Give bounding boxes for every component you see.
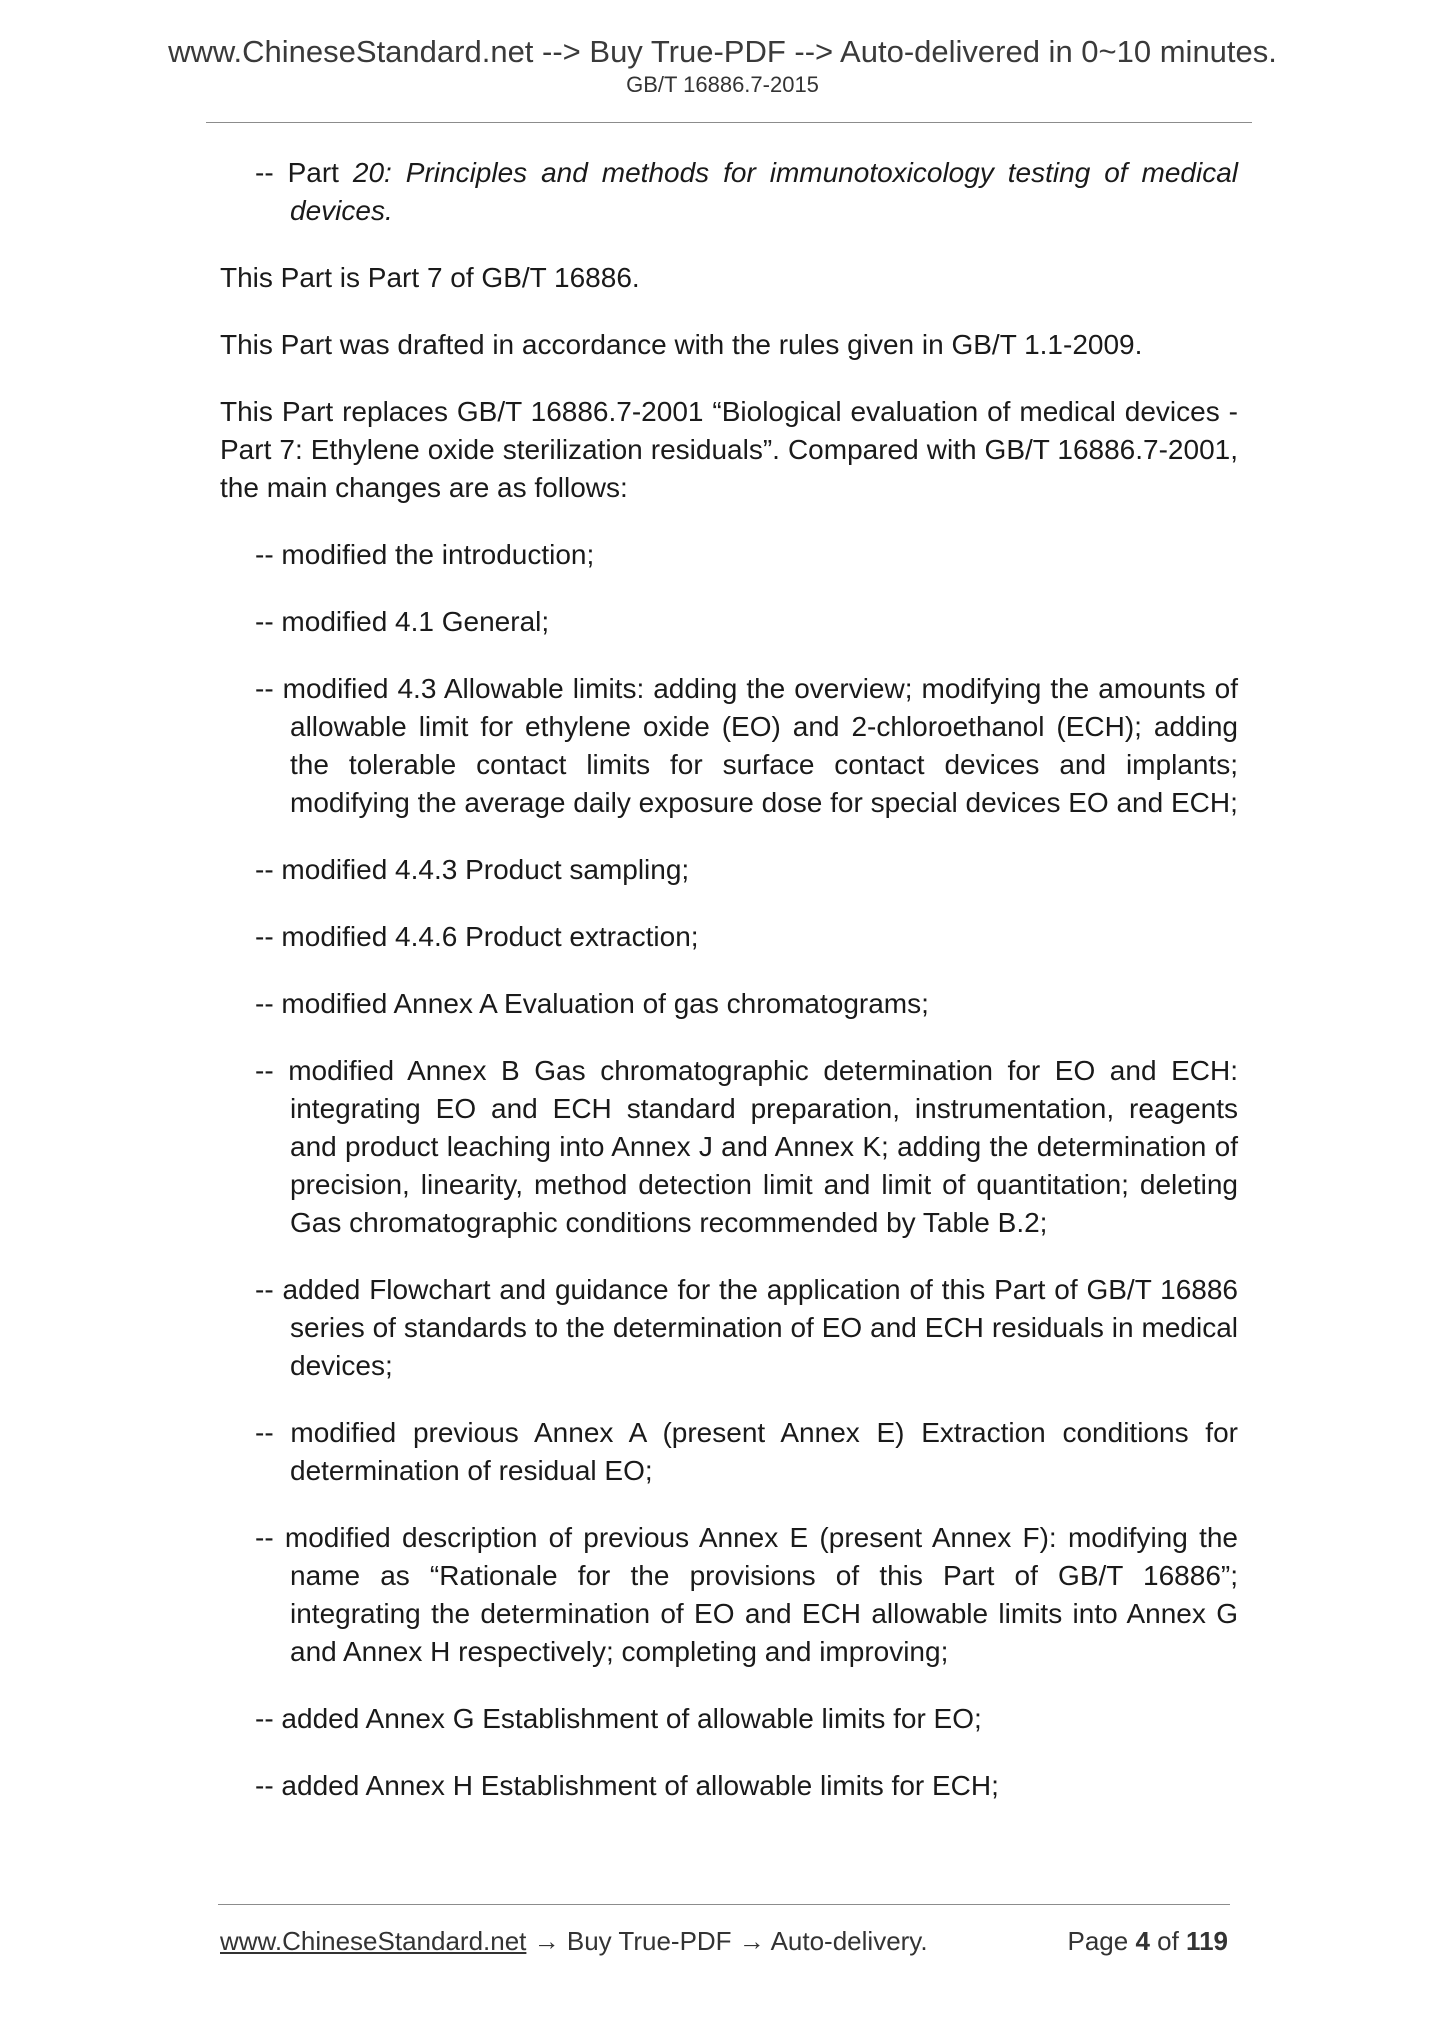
paragraph-part-number: This Part is Part 7 of GB/T 16886.: [220, 262, 640, 293]
list-item: -- modified description of previous Annex E (present Annex F): modifying the name as “Rationale for the provisions of this Part of GB/T 16886”; integrating the determination of EO and ECH allowable limits into Annex G and Annex H respectively; completing and improving;: [255, 1522, 1238, 1667]
footer-divider: [218, 1904, 1230, 1905]
list-item: -- modified the introduction;: [255, 539, 595, 570]
page-body: [220, 154, 1238, 1834]
list-item-prefix: -- Part: [255, 157, 353, 188]
source-banner: www.ChineseStandard.net --> Buy True-PDF --> Auto-delivered in 0~10 minutes.: [168, 34, 1277, 69]
list-item: -- added Annex G Establishment of allowable limits for EO;: [255, 1703, 982, 1734]
paragraph-replaces: This Part replaces GB/T 16886.7-2001 “Biological evaluation of medical devices - Part 7: Ethylene oxide sterilization residuals”. Compared with GB/T 16886.7-2001, the main changes are as follows:: [220, 396, 1238, 503]
list-item: -- modified Annex B Gas chromatographic determination for EO and ECH: integrating EO and ECH standard preparation, instrumentation, reagents and product leaching into Annex J and Annex K; adding the determination of precision, linearity, method detection limit and limit of quantitation; deleting Gas chromatographic conditions recommended by Table B.2;: [255, 1055, 1238, 1238]
page-total: 119: [1186, 1926, 1228, 1956]
footer-source: [220, 1924, 928, 1958]
list-item: -- added Flowchart and guidance for the application of this Part of GB/T 16886 series of standards to the determination of EO and ECH residuals in medical devices;: [255, 1274, 1238, 1381]
of-label: of: [1149, 1926, 1187, 1956]
list-item: -- modified 4.1 General;: [255, 606, 550, 637]
list-item-part-20: [220, 154, 1238, 230]
footer-tagline: → Buy True-PDF → Auto-delivery.: [526, 1926, 928, 1956]
list-item: -- modified Annex A Evaluation of gas chromatograms;: [255, 988, 929, 1019]
page-number: 4: [1135, 1926, 1150, 1956]
header-divider: [206, 122, 1252, 123]
footer-site-link[interactable]: www.ChineseStandard.net: [220, 1926, 527, 1956]
paragraph-drafting-rules: This Part was drafted in accordance with the rules given in GB/T 1.1-2009.: [220, 329, 1143, 360]
list-item: -- modified 4.3 Allowable limits: adding the overview; modifying the amounts of allowable limit for ethylene oxide (EO) and 2-chloroethanol (ECH); adding the tolerable contact limits for surface contact devices and implants; modifying the average daily exposure dose for special devices EO and ECH;: [255, 673, 1238, 818]
page-label: Page: [1067, 1926, 1136, 1956]
part-20-title: 20: Principles and methods for immunotoxicology testing of medical devices.: [290, 157, 1239, 226]
list-item: -- modified previous Annex A (present Annex E) Extraction conditions for determination of residual EO;: [255, 1417, 1238, 1486]
list-item: -- modified 4.4.3 Product sampling;: [255, 854, 690, 885]
document-id: GB/T 16886.7-2015: [626, 72, 819, 97]
list-item: -- added Annex H Establishment of allowable limits for ECH;: [255, 1770, 999, 1801]
list-item: -- modified 4.4.6 Product extraction;: [255, 921, 699, 952]
page-indicator: [1067, 1924, 1228, 1958]
